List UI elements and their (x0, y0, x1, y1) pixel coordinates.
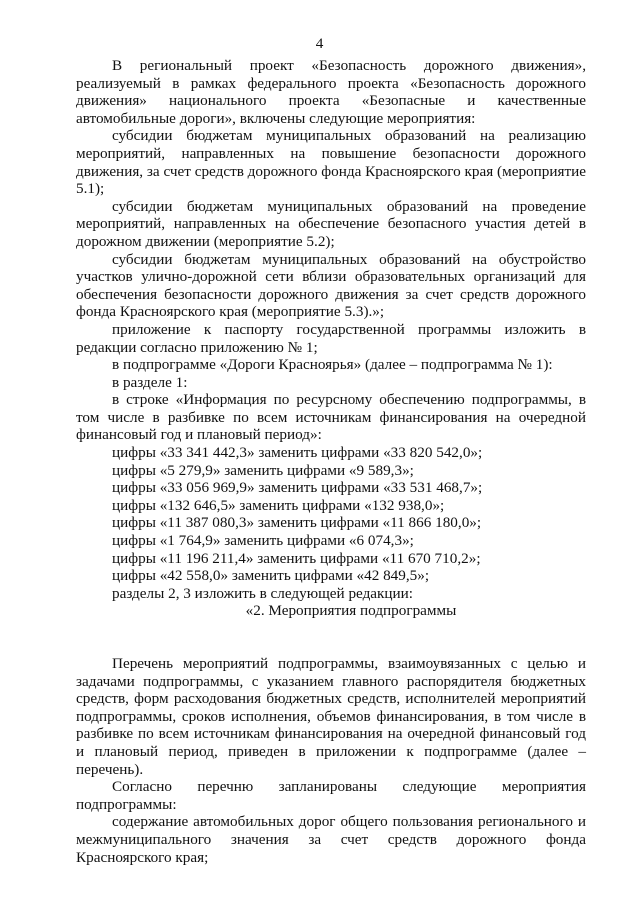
paragraph: субсидии бюджетам муниципальных образований на обустройство участков улично-дорожной сети вблизи образовательных организаций для обеспечения безопасности дорожного движения за счет средств дорожного фонда Красноярского края (мероприятие 5.3).»; (76, 250, 586, 321)
paragraph: субсидии бюджетам муниципальных образований на проведение мероприятий, направленных на обеспечение безопасного участия детей в дорожном движении (мероприятие 5.2); (76, 197, 586, 250)
replacement-line: цифры «132 646,5» заменить цифрами «132 938,0»; (112, 496, 445, 514)
replacement-line: цифры «11 387 080,3» заменить цифрами «11 866 180,0»; (112, 514, 482, 532)
page-number: 4 (315, 35, 324, 52)
document-body (76, 57, 586, 866)
paragraph: В региональный проект «Безопасность дорожного движения», реализуемый в рамках федерального проекта «Безопасность дорожного движения» национального проекта «Безопасные и качественные автомобильные дороги», включены следующие мероприятия: (76, 57, 586, 127)
paragraph: в подпрограмме «Дороги Красноярья» (далее – подпрограмма № 1): (112, 356, 553, 374)
paragraph: разделы 2, 3 изложить в следующей редакции: (112, 584, 414, 602)
replacement-line: цифры «33 341 442,3» заменить цифрами «33 820 542,0»; (112, 444, 483, 462)
paragraph: субсидии бюджетам муниципальных образований на реализацию мероприятий, направленных на повышение безопасности дорожного движения, за счет средств дорожного фонда Красноярского края (мероприятие 5.1); (76, 127, 586, 198)
paragraph: приложение к паспорту государственной программы изложить в редакции согласно приложению № 1; (76, 320, 586, 356)
replacement-line: цифры «5 279,9» заменить цифрами «9 589,3»; (112, 461, 414, 479)
spacer (76, 620, 586, 655)
paragraph: Согласно перечню запланированы следующие мероприятия подпрограммы: (76, 778, 586, 813)
replacement-line: цифры «33 056 969,9» заменить цифрами «33 531 468,7»; (112, 479, 483, 497)
replacement-line: цифры «1 764,9» заменить цифрами «6 074,3»; (112, 532, 414, 550)
paragraph: в разделе 1: (112, 373, 188, 391)
paragraph: в строке «Информация по ресурсному обеспечению подпрограммы, в том числе в разбивке по всем источникам финансирования на очередной финансовый год и плановый период»: (76, 391, 586, 444)
section-heading: «2. Мероприятия подпрограммы (245, 602, 457, 620)
replacement-line: цифры «11 196 211,4» заменить цифрами «11 670 710,2»; (112, 549, 481, 567)
paragraph: содержание автомобильных дорог общего пользования регионального и межмуниципального значения за счет средств дорожного фонда Красноярского края; (76, 813, 586, 866)
paragraph: Перечень мероприятий подпрограммы, взаимоувязанных с целью и задачами подпрограммы, с указанием главного распорядителя бюджетных средств, форм расходования бюджетных средств, исполнителей мероприятий подпрограммы, сроков исполнения, объемов финансирования, в том числе в разбивке по всем источникам финансирования на очередной финансовый год и плановый период, приведен в приложении к подпрограмме (далее – перечень). (76, 655, 586, 778)
replacement-line: цифры «42 558,0» заменить цифрами «42 849,5»; (112, 567, 430, 585)
